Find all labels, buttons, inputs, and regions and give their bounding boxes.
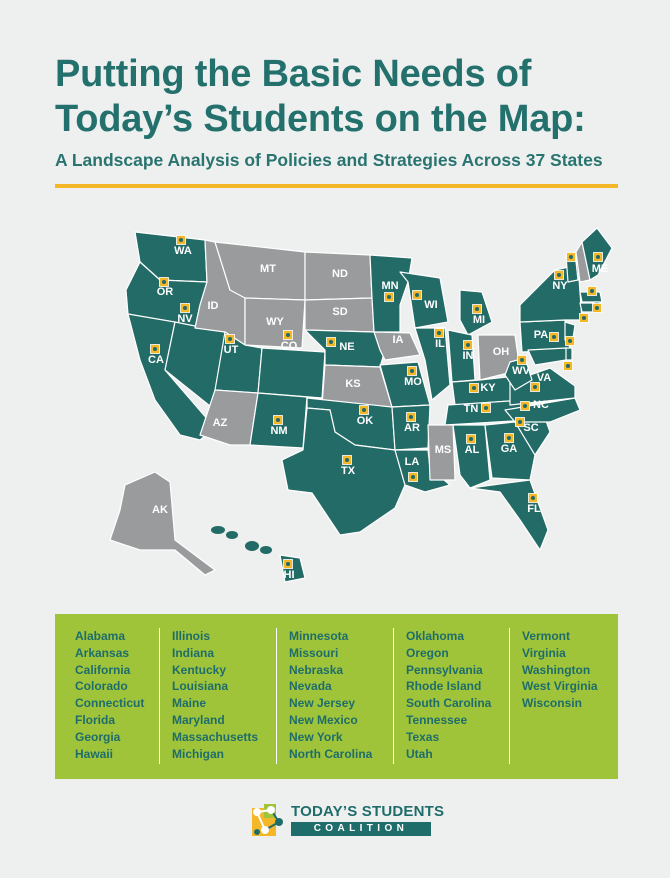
state-list-item: Massachusetts bbox=[172, 729, 259, 744]
state-label-nm: NM bbox=[270, 425, 288, 437]
state-label-pa: PA bbox=[533, 329, 549, 341]
state-ct bbox=[580, 303, 594, 312]
state-list-item: Maine bbox=[172, 696, 207, 711]
pin-marker-icon bbox=[151, 345, 160, 354]
state-label-in: IN bbox=[462, 350, 474, 362]
pin-marker-icon bbox=[588, 287, 597, 296]
state-label-wa: WA bbox=[174, 245, 192, 257]
pin-marker-icon bbox=[482, 404, 491, 413]
pin-marker-icon bbox=[529, 494, 538, 503]
state-label-mt: MT bbox=[260, 263, 276, 275]
state-list-item: North Carolina bbox=[289, 746, 373, 761]
state-list-item: New Jersey bbox=[289, 696, 356, 711]
state-label-nv: NV bbox=[177, 313, 193, 325]
state-list-item: Wisconsin bbox=[522, 696, 582, 711]
state-label-ak: AK bbox=[152, 504, 168, 516]
state-label-nc: NC bbox=[533, 399, 549, 411]
state-label-wi: WI bbox=[424, 299, 438, 311]
state-label-wy: WY bbox=[266, 316, 284, 328]
state-label-co: CO bbox=[280, 340, 298, 352]
pin-marker-icon bbox=[555, 271, 564, 280]
pin-marker-icon bbox=[594, 253, 603, 262]
state-label-ia: IA bbox=[392, 334, 404, 346]
pin-marker-icon bbox=[284, 560, 293, 569]
state-label-va: VA bbox=[536, 372, 552, 384]
pin-marker-icon bbox=[284, 331, 293, 340]
pin-marker-icon bbox=[518, 356, 527, 365]
state-list-item: Indiana bbox=[172, 645, 215, 660]
state-list-item: Missouri bbox=[289, 645, 339, 660]
state-list-column-3 bbox=[276, 628, 394, 764]
coalition-logo bbox=[251, 802, 445, 842]
state-label-tx: TX bbox=[340, 465, 356, 477]
pin-marker-icon bbox=[567, 253, 576, 262]
state-md bbox=[528, 348, 566, 365]
logo-text-secondary: COALITION bbox=[291, 822, 431, 836]
state-list-item: Hawaii bbox=[75, 746, 114, 761]
page-title bbox=[55, 52, 586, 142]
state-list-item: Arkansas bbox=[75, 645, 130, 660]
state-label-ny: NY bbox=[552, 280, 568, 292]
state-list-item: Illinois bbox=[172, 629, 211, 643]
state-label-ok: OK bbox=[356, 415, 374, 427]
state-fl bbox=[470, 480, 548, 550]
pin-marker-icon bbox=[593, 304, 602, 313]
title-line-2: Today’s Students on the Map: bbox=[55, 98, 586, 140]
state-label-ut: UT bbox=[223, 344, 239, 356]
pin-marker-icon bbox=[521, 402, 530, 411]
state-list-item: Colorado bbox=[75, 679, 128, 694]
state-label-mn: MN bbox=[381, 280, 399, 292]
state-list-item: Minnesota bbox=[289, 629, 349, 643]
state-list-item: Connecticut bbox=[75, 696, 145, 711]
pin-marker-icon bbox=[177, 236, 186, 245]
logo-text-primary: TODAY’S STUDENTS bbox=[291, 803, 445, 820]
state-list-item: South Carolina bbox=[406, 696, 492, 711]
state-label-hi: HI bbox=[283, 569, 295, 581]
pin-marker-icon bbox=[464, 341, 473, 350]
state-list-item: Oklahoma bbox=[406, 629, 465, 643]
accent-rule bbox=[55, 184, 618, 188]
state-label-sd: SD bbox=[332, 306, 348, 318]
state-label-al: AL bbox=[464, 444, 480, 456]
state-list-item: Texas bbox=[406, 729, 440, 744]
state-label-or: OR bbox=[156, 286, 174, 298]
molecule-logo-icon bbox=[251, 802, 285, 838]
pin-marker-icon bbox=[327, 338, 336, 347]
hawaii-island bbox=[226, 531, 238, 539]
state-list-item: Oregon bbox=[406, 645, 449, 660]
pin-marker-icon bbox=[181, 304, 190, 313]
state-list-item: Tennessee bbox=[406, 712, 468, 727]
pin-marker-icon bbox=[274, 416, 283, 425]
state-list-item: Rhode Island bbox=[406, 679, 482, 694]
state-label-mi: MI bbox=[472, 314, 486, 326]
hawaii-island bbox=[245, 541, 259, 551]
pin-marker-icon bbox=[360, 406, 369, 415]
pin-marker-icon bbox=[408, 367, 417, 376]
state-label-tn: TN bbox=[463, 403, 479, 415]
state-label-ar: AR bbox=[404, 422, 420, 434]
pin-marker-icon bbox=[564, 362, 573, 371]
hawaii-island bbox=[211, 526, 225, 534]
state-label-fl: FL bbox=[527, 503, 541, 515]
state-label-nd: ND bbox=[332, 268, 348, 280]
state-label-ks: KS bbox=[345, 378, 361, 390]
state-list-item: West Virginia bbox=[522, 679, 598, 694]
state-label-id: ID bbox=[207, 300, 219, 312]
pin-marker-icon bbox=[409, 473, 418, 482]
state-list-item: Georgia bbox=[75, 729, 121, 744]
us-map bbox=[0, 210, 670, 610]
state-list-item: Louisiana bbox=[172, 679, 229, 694]
state-list-item: Kentucky bbox=[172, 662, 227, 677]
subtitle: A Landscape Analysis of Policies and Strategies Across 37 States bbox=[55, 150, 603, 170]
state-label-wv: WV bbox=[512, 365, 530, 377]
state-list-column-5 bbox=[509, 628, 627, 764]
state-list-item: Pennsylvania bbox=[406, 662, 483, 677]
state-label-ne: NE bbox=[339, 341, 355, 353]
state-label-ga: GA bbox=[500, 443, 518, 455]
state-list-column-4 bbox=[393, 628, 511, 764]
state-label-la: LA bbox=[404, 456, 420, 468]
state-list-panel bbox=[55, 614, 618, 779]
state-list-item: New Mexico bbox=[289, 712, 358, 727]
state-label-az: AZ bbox=[212, 417, 228, 429]
pin-marker-icon bbox=[226, 335, 235, 344]
pin-marker-icon bbox=[435, 329, 444, 338]
pin-marker-icon bbox=[580, 314, 589, 323]
state-list-item: Maryland bbox=[172, 712, 225, 727]
pin-marker-icon bbox=[407, 413, 416, 422]
state-label-oh: OH bbox=[492, 346, 510, 358]
state-co bbox=[258, 348, 325, 398]
state-list-item: Florida bbox=[75, 712, 116, 727]
pin-marker-icon bbox=[385, 293, 394, 302]
state-label-ms: MS bbox=[434, 444, 452, 456]
state-list-item: Virginia bbox=[522, 645, 566, 660]
state-list-item: Alabama bbox=[75, 629, 126, 643]
pin-marker-icon bbox=[470, 384, 479, 393]
state-label-ky: KY bbox=[480, 382, 496, 394]
state-list-item: Michigan bbox=[172, 746, 225, 761]
state-ak bbox=[110, 472, 215, 575]
pin-marker-icon bbox=[343, 456, 352, 465]
state-list-item: Vermont bbox=[522, 629, 571, 643]
pin-marker-icon bbox=[566, 337, 575, 346]
state-list-item: California bbox=[75, 662, 131, 677]
hawaii-island bbox=[260, 546, 272, 554]
title-line-1: Putting the Basic Needs of bbox=[55, 53, 532, 95]
pin-marker-icon bbox=[505, 434, 514, 443]
state-label-mo: MO bbox=[404, 376, 422, 388]
state-list-item: Nebraska bbox=[289, 662, 344, 677]
state-list-item: Utah bbox=[406, 746, 433, 761]
state-label-il: IL bbox=[435, 338, 445, 350]
state-label-me: ME bbox=[591, 263, 609, 275]
state-label-ca: CA bbox=[148, 354, 164, 366]
pin-marker-icon bbox=[467, 435, 476, 444]
pin-marker-icon bbox=[413, 291, 422, 300]
state-list-item: Washington bbox=[522, 662, 591, 677]
state-list-item: New York bbox=[289, 729, 343, 744]
state-list-column-2 bbox=[159, 628, 277, 764]
state-list-item: Nevada bbox=[289, 679, 332, 694]
state-label-sc: SC bbox=[523, 422, 539, 434]
pin-marker-icon bbox=[473, 305, 482, 314]
pin-marker-icon bbox=[550, 333, 559, 342]
